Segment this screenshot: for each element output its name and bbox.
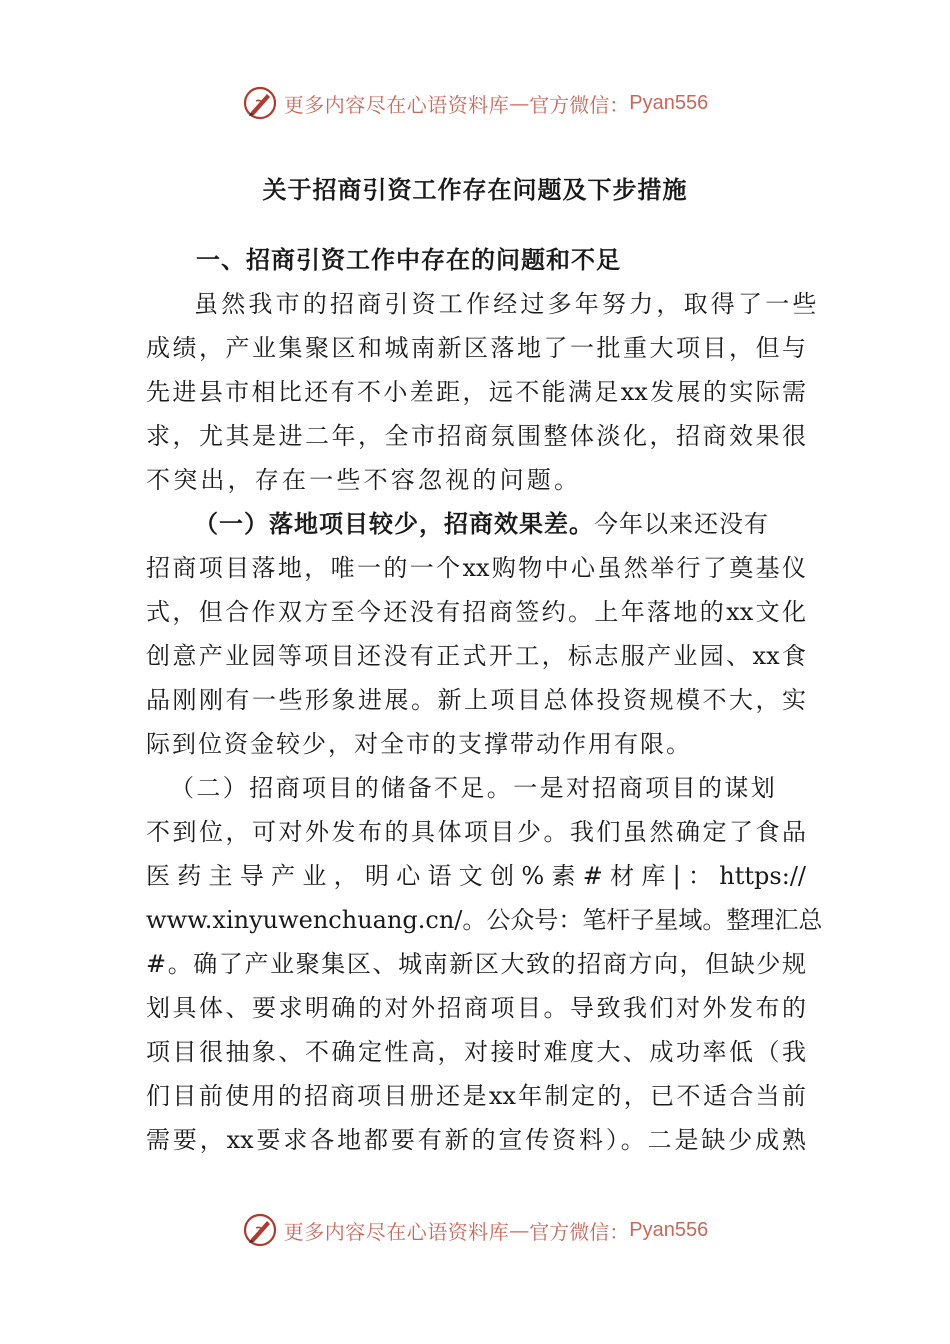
paragraph-line: 划具体、要求明确的对外招商项目。导致我们对外发布的 bbox=[146, 994, 806, 1022]
pen-logo-icon bbox=[242, 1212, 278, 1248]
banner-official: 官方微信： bbox=[529, 92, 630, 117]
paragraph-line: 需要，xx要求各地都要有新的宣传资料）。二是缺少成熟 bbox=[146, 1126, 806, 1154]
pen-logo-icon bbox=[242, 85, 278, 121]
footer-banner bbox=[0, 1210, 950, 1250]
section-heading: 一、招商引资工作中存在的问题和不足 bbox=[196, 245, 621, 274]
document-title: 关于招商引资工作存在问题及下步措施 bbox=[262, 175, 688, 204]
banner-wechat: Pyan556 bbox=[629, 1218, 709, 1241]
paragraph-line bbox=[146, 502, 806, 546]
banner-wechat: Pyan556 bbox=[629, 91, 709, 114]
paragraph-line: 先进县市相比还有不小差距，远不能满足xx发展的实际需 bbox=[146, 378, 806, 406]
banner-separator: — bbox=[509, 1218, 530, 1242]
paragraph-line: 虽然我市的招商引资工作经过多年努力，取得了一些 bbox=[194, 290, 820, 318]
document-body bbox=[146, 282, 823, 1162]
paragraph-line: 不到位，可对外发布的具体项目少。我们虽然确定了食品 bbox=[146, 818, 806, 846]
paragraph-line: www.xinyuwenchuang.cn/。公众号：笔杆子星域。整理汇总 bbox=[146, 906, 823, 934]
banner-text: 更多内容尽在心语资料库 bbox=[283, 92, 510, 117]
paragraph-line: （二）招商项目的储备不足。一是对招商项目的谋划 bbox=[170, 774, 778, 802]
paragraph-line: 际到位资金较少，对全市的支撑带动作用有限。 bbox=[146, 730, 692, 758]
subheading: （一）落地项目较少，招商效果差。 bbox=[194, 509, 594, 538]
paragraph-line: 求，尤其是进二年，全市招商氛围整体淡化，招商效果很 bbox=[146, 422, 806, 450]
paragraph-line: 项目很抽象、不确定性高，对接时难度大、成功率低（我 bbox=[146, 1038, 806, 1066]
paragraph-line: 们目前使用的招商项目册还是xx年制定的，已不适合当前 bbox=[146, 1082, 806, 1110]
header-banner bbox=[0, 83, 950, 123]
banner-text: 更多内容尽在心语资料库 bbox=[283, 1219, 510, 1244]
paragraph-line: 不突出，存在一些不容忽视的问题。 bbox=[146, 466, 582, 494]
paragraph-line: 成绩，产业集聚区和城南新区落地了一批重大项目，但与 bbox=[146, 334, 806, 362]
paragraph-line: 招商项目落地，唯一的一个xx购物中心虽然举行了奠基仪 bbox=[146, 554, 806, 582]
paragraph-text: 今年以来还没有 bbox=[594, 510, 769, 538]
banner-official: 官方微信： bbox=[529, 1219, 630, 1244]
paragraph-line: 医药主导产业，明心语文创%素#材库|：https:// bbox=[146, 862, 806, 890]
banner-separator: — bbox=[509, 91, 530, 115]
paragraph-line: 式，但合作双方至今还没有招商签约。上年落地的xx文化 bbox=[146, 598, 806, 626]
paragraph-line: 创意产业园等项目还没有正式开工，标志服产业园、xx食 bbox=[146, 642, 806, 670]
paragraph-line: #。确了产业聚集区、城南新区大致的招商方向，但缺少规 bbox=[146, 950, 806, 978]
paragraph-line: 品刚刚有一些形象进展。新上项目总体投资规模不大，实 bbox=[146, 686, 806, 714]
